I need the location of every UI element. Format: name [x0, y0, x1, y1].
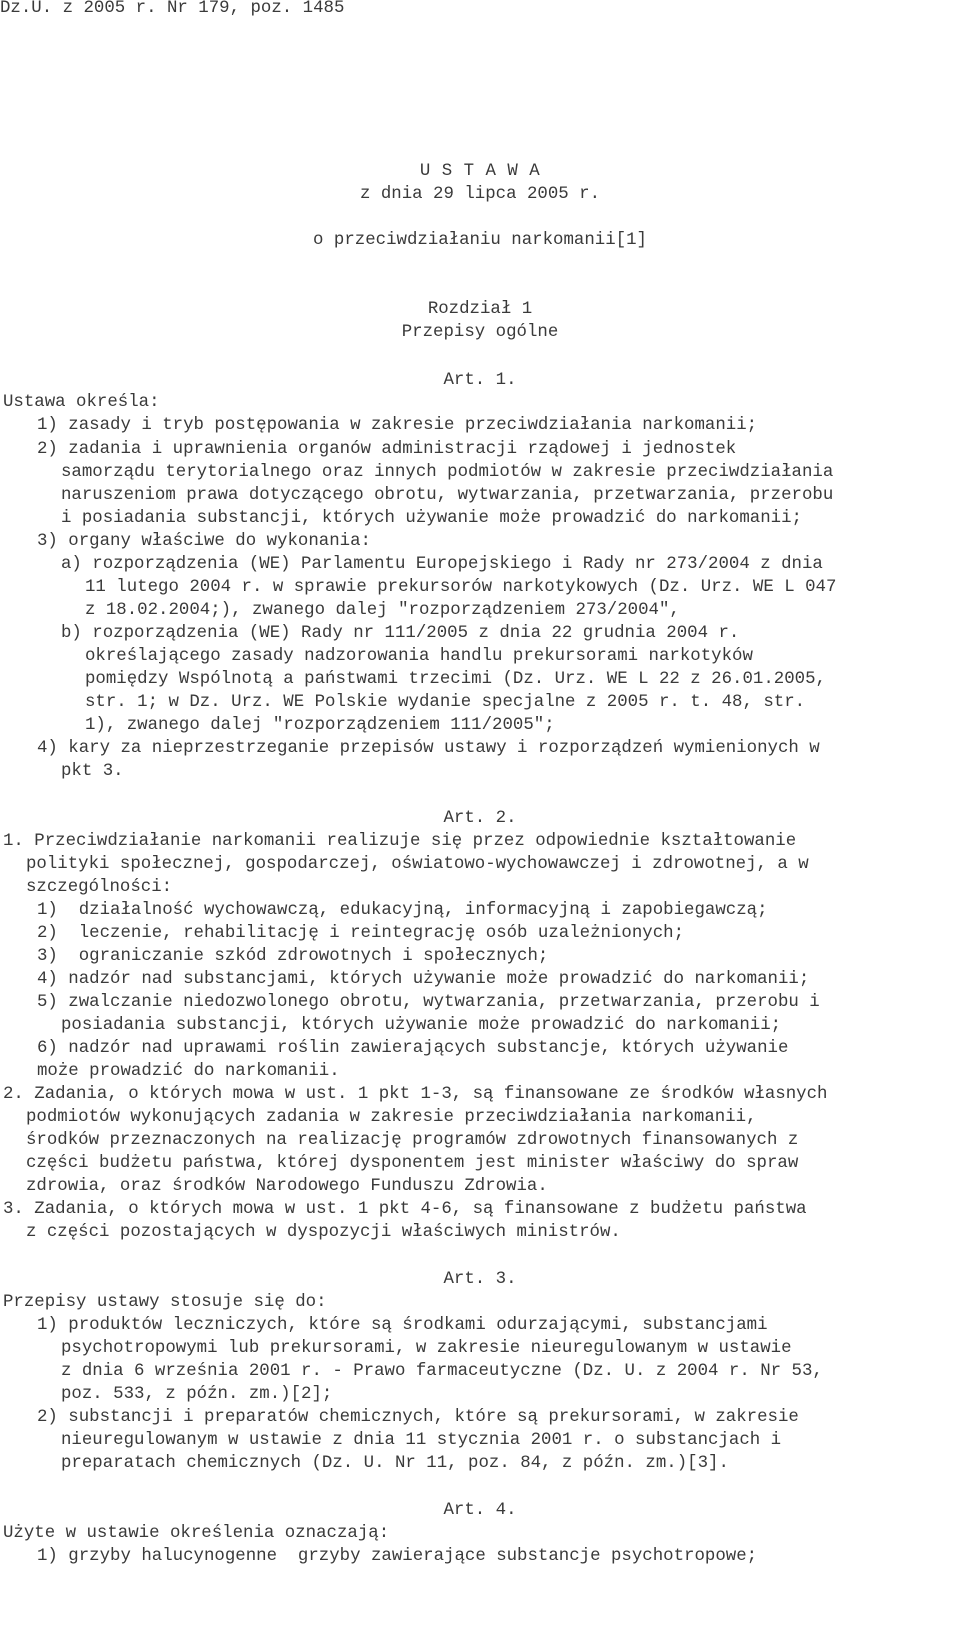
- article-line: 1. Przeciwdziałanie narkomanii realizuje się przez odpowiednie kształtowanie: [3, 832, 797, 851]
- article-line: z 18.02.2004;), zwanego dalej "rozporządzeniem 273/2004",: [85, 601, 680, 620]
- article-line: Ustawa określa:: [3, 393, 160, 412]
- article-line: zdrowia, oraz środków Narodowego Funduszu Zdrowia.: [26, 1177, 548, 1196]
- article-line: 2) leczenie, rehabilitację i reintegrację osób uzależnionych;: [37, 924, 685, 943]
- article-4-heading: Art. 4.: [443, 1501, 517, 1520]
- article-line: naruszeniom prawa dotyczącego obrotu, wytwarzania, przetwarzania, przerobu: [61, 486, 834, 505]
- article-line: Użyte w ustawie określenia oznaczają:: [3, 1524, 390, 1543]
- article-line: 1), zwanego dalej "rozporządzeniem 111/2005";: [85, 716, 555, 735]
- article-line: poz. 533, z późn. zm.)[2];: [61, 1385, 333, 1404]
- article-line: psychotropowymi lub prekursorami, w zakresie nieuregulowanym w ustawie: [61, 1339, 792, 1358]
- article-line: podmiotów wykonujących zadania w zakresie przeciwdziałania narkomanii,: [26, 1108, 757, 1127]
- article-line: z części pozostających w dyspozycji właściwych ministrów.: [26, 1223, 621, 1242]
- article-line: a) rozporządzenia (WE) Parlamentu Europejskiego i Rady nr 273/2004 z dnia: [61, 555, 823, 574]
- article-line: pkt 3.: [61, 762, 124, 781]
- act-date: z dnia 29 lipca 2005 r.: [359, 185, 601, 204]
- article-1-heading: Art. 1.: [443, 371, 517, 390]
- article-line: części budżetu państwa, której dysponentem jest minister właściwy do spraw: [26, 1154, 799, 1173]
- article-line: z dnia 6 września 2001 r. - Prawo farmaceutyczne (Dz. U. z 2004 r. Nr 53,: [61, 1362, 823, 1381]
- article-line: 3) ograniczanie szkód zdrowotnych i społecznych;: [37, 947, 549, 966]
- article-line: 3) organy właściwe do wykonania:: [37, 532, 371, 551]
- article-line: 4) nadzór nad substancjami, których używanie może prowadzić do narkomanii;: [37, 970, 810, 989]
- chapter-name: Przepisy ogólne: [401, 323, 559, 342]
- article-line: 2) zadania i uprawnienia organów administracji rządowej i jednostek: [37, 440, 737, 459]
- article-line: pomiędzy Wspólnotą a państwami trzecimi (Dz. Urz. WE L 22 z 26.01.2005,: [85, 670, 826, 689]
- article-line: nieuregulowanym w ustawie z dnia 11 stycznia 2001 r. o substancjach i: [61, 1431, 782, 1450]
- article-line: 2) substancji i preparatów chemicznych, które są prekursorami, w zakresie: [37, 1408, 799, 1427]
- article-line: 11 lutego 2004 r. w sprawie prekursorów narkotykowych (Dz. Urz. WE L 047: [85, 578, 837, 597]
- article-line: posiadania substancji, których używanie może prowadzić do narkomanii;: [61, 1016, 782, 1035]
- chapter-number: Rozdział 1: [427, 300, 533, 319]
- article-line: 4) kary za nieprzestrzeganie przepisów ustawy i rozporządzeń wymienionych w: [37, 739, 820, 758]
- article-line: 1) zasady i tryb postępowania w zakresie przeciwdziałania narkomanii;: [37, 416, 758, 435]
- article-line: polityki społecznej, gospodarczej, oświatowo-wychowawczej i zdrowotnej, a w: [26, 855, 809, 874]
- article-line: 1) działalność wychowawczą, edukacyjną, informacyjną i zapobiegawczą;: [37, 901, 768, 920]
- article-line: środków przeznaczonych na realizację programów zdrowotnych finansowanych z: [26, 1131, 799, 1150]
- article-2-heading: Art. 2.: [443, 809, 517, 828]
- act-title: U S T A W A: [419, 162, 541, 181]
- article-line: 3. Zadania, o których mowa w ust. 1 pkt 4-6, są finansowane z budżetu państwa: [3, 1200, 807, 1219]
- article-line: określającego zasady nadzorowania handlu prekursorami narkotyków: [85, 647, 753, 666]
- article-line: 5) zwalczanie niedozwolonego obrotu, wytwarzania, przetwarzania, przerobu i: [37, 993, 820, 1012]
- article-line: str. 1; w Dz. Urz. WE Polskie wydanie specjalne z 2005 r. t. 48, str.: [85, 693, 806, 712]
- article-3-heading: Art. 3.: [443, 1270, 517, 1289]
- article-line: szczególności:: [26, 878, 173, 897]
- article-line: 6) nadzór nad uprawami roślin zawierających substancje, których używanie: [37, 1039, 789, 1058]
- article-line: 1) produktów leczniczych, które są środkami odurzającymi, substancjami: [37, 1316, 768, 1335]
- article-line: preparatach chemicznych (Dz. U. Nr 11, poz. 84, z późn. zm.)[3].: [61, 1454, 729, 1473]
- document-header: Dz.U. z 2005 r. Nr 179, poz. 1485: [0, 0, 345, 18]
- article-line: 1) grzyby halucynogenne grzyby zawierające substancje psychotropowe;: [37, 1547, 758, 1566]
- article-line: 2. Zadania, o których mowa w ust. 1 pkt 1-3, są finansowane ze środków własnych: [3, 1085, 828, 1104]
- article-line: może prowadzić do narkomanii.: [37, 1062, 340, 1081]
- article-line: i posiadania substancji, których używanie może prowadzić do narkomanii;: [61, 509, 802, 528]
- article-line: samorządu terytorialnego oraz innych podmiotów w zakresie przeciwdziałania: [61, 463, 834, 482]
- article-line: Przepisy ustawy stosuje się do:: [3, 1293, 327, 1312]
- article-line: b) rozporządzenia (WE) Rady nr 111/2005 z dnia 22 grudnia 2004 r.: [61, 624, 740, 643]
- act-subject: o przeciwdziałaniu narkomanii[1]: [313, 231, 647, 250]
